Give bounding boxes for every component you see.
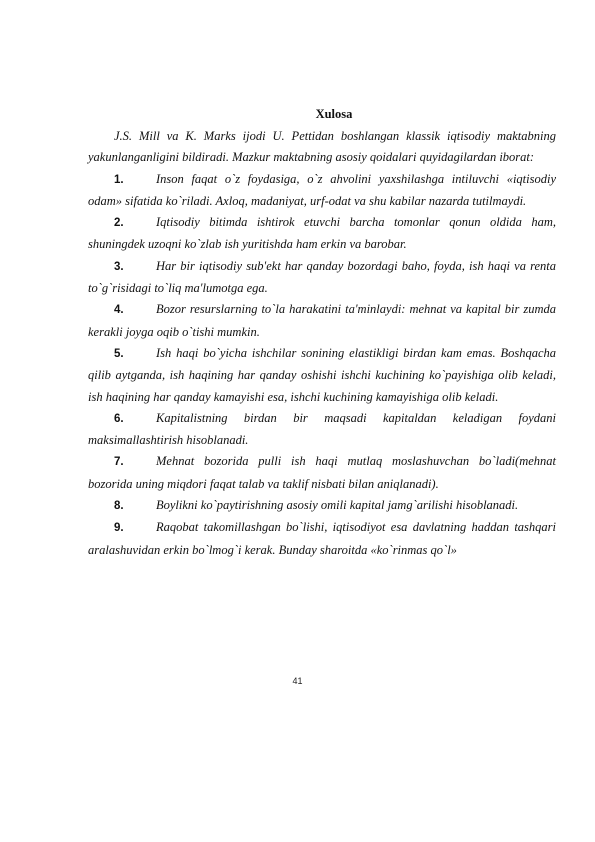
page-number: 41 — [292, 676, 303, 686]
list-item-number: 5. — [114, 347, 124, 360]
list-item — [88, 451, 556, 495]
list-item-number: 9. — [114, 522, 124, 535]
list-item-number: 8. — [114, 500, 124, 513]
list-item-text: Mehnat bozorida pulli ish haqi mutlaq moslashuvchan bo`ladi(mehnat bozorida uning miqdori faqat talab va taklif nisbati bilan aniqlanadi). — [88, 454, 556, 491]
list-item-number: 1. — [114, 173, 124, 186]
list-item-number: 7. — [114, 456, 124, 469]
list-item-text: Boylikni ko`paytirishning asosiy omili kapital jamg`arilishi hisoblanadi. — [156, 498, 519, 513]
list-item — [88, 343, 556, 408]
document-body — [88, 104, 556, 561]
list-item-number: 4. — [114, 304, 124, 317]
numbered-list — [88, 169, 556, 561]
list-item — [88, 495, 556, 517]
list-item-text: Kapitalistning birdan bir maqsadi kapitaldan keladigan foydani maksimallashtirish hisoblanadi. — [88, 410, 556, 448]
list-item-number: 2. — [114, 217, 124, 230]
list-item-number: 6. — [114, 412, 124, 425]
list-item-number: 3. — [114, 260, 124, 273]
list-item-text: Raqobat takomillashgan bo`lishi, iqtisodiyot esa davlatning haddan tashqari aralashuvidan erkin bo`lmog`i kerak. Bunday sharoitda «ko`rinmas qo`l» — [88, 520, 556, 557]
list-item-text: Iqtisodiy bitimda ishtirok etuvchi barcha tomonlar qonun oldida ham, shuningdek uzoqni ko`zlab ish yuritishda ham erkin va barobar. — [88, 215, 556, 252]
list-item — [88, 517, 556, 561]
list-item — [88, 299, 556, 343]
list-item-text: Ish haqi bo`yicha ishchilar sonining elastikligi birdan kam emas. Boshqacha qilib aytganda, ish haqining har qanday oshishi ishchi kuchining ko`payishiga olib keladi, ish haqining har qanday kamayishi esa, ishchi kuchining kamayishiga olib keladi. — [88, 345, 556, 404]
intro-paragraph: J.S. Mill va K. Marks ijodi U. Pettidan boshlangan klassik iqtisodiy maktabning yakunlanganligini bildiradi. Mazkur maktabning asosiy qoidalari quyidagilardan iborat: — [88, 129, 556, 165]
list-item-text: Bozor resurslarning to`la harakatini ta'minlaydi: mehnat va kapital bir zumda kerakli joyga oqib o`tishi mumkin. — [88, 302, 556, 339]
list-item — [88, 256, 556, 300]
list-item — [88, 212, 556, 256]
list-item — [88, 169, 556, 213]
list-item-text: Har bir iqtisodiy sub'ekt har qanday bozordagi baho, foyda, ish haqi va renta to`g`risidagi to`liq ma'lumotga ega. — [88, 258, 556, 296]
section-heading: Xulosa — [315, 107, 353, 121]
list-item — [88, 408, 556, 452]
list-item-text: Inson faqat o`z foydasiga, o`z ahvolini yaxshilashga intiluvchi «iqtisodiy odam» sifatida ko`riladi. Axloq, madaniyat, urf-odat va shu kabilar nazarda tutilmaydi. — [88, 171, 556, 208]
